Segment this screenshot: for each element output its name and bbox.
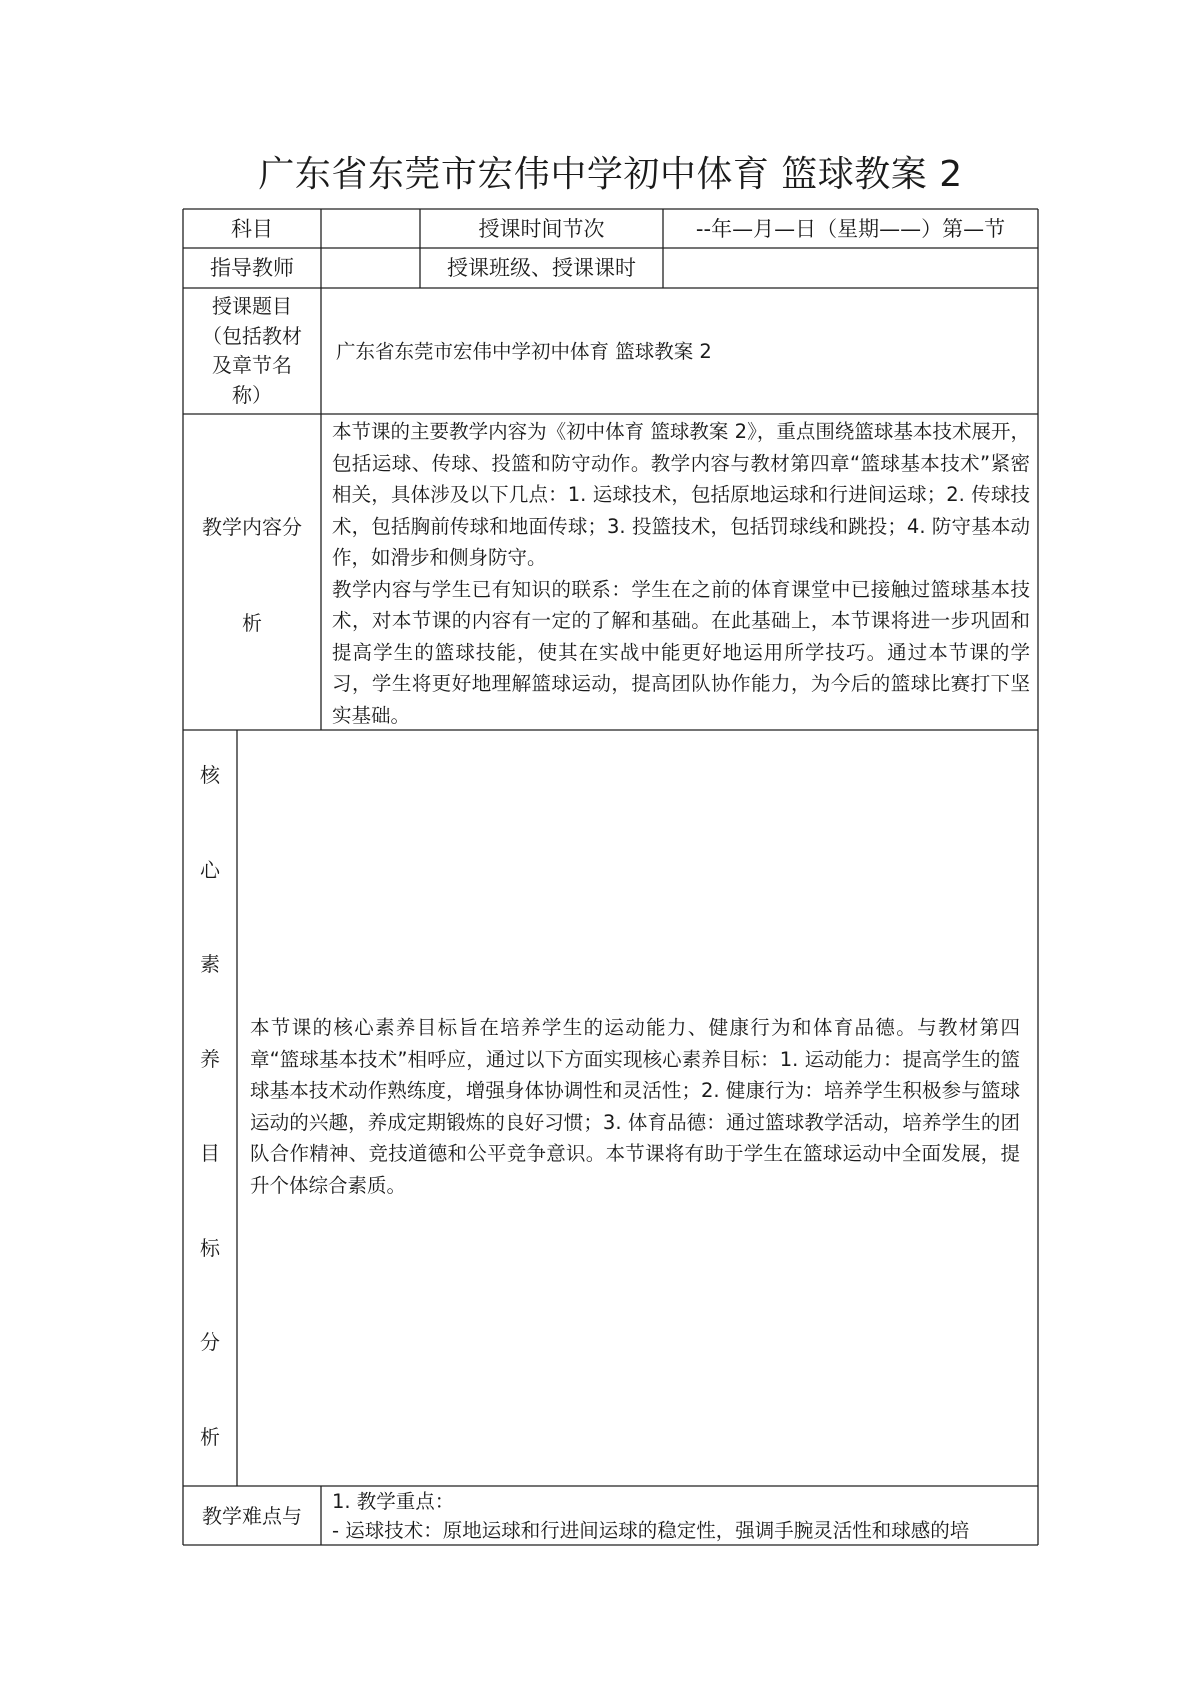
content-analysis-label-2: 析	[242, 611, 262, 635]
core-label-char: 素	[200, 952, 220, 976]
core-goals-text-cell	[250, 1012, 1020, 1201]
subject-value	[321, 209, 420, 248]
core-label-char: 目	[200, 1141, 220, 1165]
subject-label: 科目	[231, 216, 273, 241]
content-analysis-text	[332, 416, 1030, 731]
topic-label-line: （包括教材	[202, 323, 302, 348]
class-value	[663, 248, 1038, 288]
core-label-char: 分	[200, 1330, 220, 1354]
topic-label-line: 及章节名	[212, 353, 292, 377]
document-title: 广东省东莞市宏伟中学初中体育 篮球教案 2	[258, 154, 963, 195]
core-label-char: 核	[200, 763, 220, 787]
content-paragraph: 教学内容与学生已有知识的联系：学生在之前的体育课堂中已接触过篮球基本技术，对本节课的内容有一定的了解和基础。在此基础上，本节课将进一步巩固和提高学生的篮球技能，使其在实战中能更好地运用所学技巧。通过本节课的学习，学生将更好地理解篮球运动，提高团队协作能力，为今后的篮球比赛打下坚实基础。	[332, 577, 1030, 727]
teacher-label: 指导教师	[210, 256, 294, 280]
difficulty-text	[332, 1487, 1032, 1543]
class-label: 授课班级、授课课时	[447, 256, 636, 280]
core-goals-label	[185, 760, 235, 1516]
time-value: --年—月—日（星期——）第—节	[695, 216, 1006, 241]
topic-value: 广东省东莞市宏伟中学初中体育 篮球教案 2	[336, 340, 712, 363]
content-paragraph: 本节课的主要教学内容为《初中体育 篮球教案 2》，重点围绕篮球基本技术展开，包括运球、传球、投篮和防守动作。教学内容与教材第四章“篮球基本技术”紧密相关，具体涉及以下几点：1. 运球技术，包括原地运球和行进间运球；2. 传球技术，包括胸前传球和地面传球；3. 投篮技术，包括罚球线和跳投；4. 防守基本动作，如滑步和侧身防守。	[332, 420, 1030, 569]
core-label-char: 标	[200, 1235, 220, 1260]
difficulty-line: - 运球技术：原地运球和行进间运球的稳定性，强调手腕灵活性和球感的培	[332, 1519, 970, 1542]
core-goals-text: 本节课的核心素养目标旨在培养学生的运动能力、健康行为和体育品德。与教材第四章“篮球基本技术”相呼应，通过以下方面实现核心素养目标：1. 运动能力：提高学生的篮球基本技术动作熟练度，增强身体协调性和灵活性；2. 健康行为：培养学生积极参与篮球运动的兴趣，养成定期锻炼的良好习惯；3. 体育品德：通过篮球教学活动，培养学生的团队合作精神、竞技道德和公平竞争意识。本节课将有助于学生在篮球运动中全面发展，提升个体综合素质。	[250, 1016, 1020, 1197]
content-analysis-label-1: 教学内容分	[202, 515, 302, 539]
teacher-value	[321, 248, 420, 288]
core-label-char: 析	[200, 1424, 220, 1449]
topic-label-line: 授课题目	[212, 294, 292, 318]
core-label-char: 养	[200, 1046, 220, 1071]
topic-label-line: 称）	[232, 382, 272, 407]
topic-label	[183, 292, 321, 412]
difficulty-line: 1. 教学重点：	[332, 1490, 455, 1513]
difficulty-label: 教学难点与	[202, 1504, 302, 1528]
core-label-char: 心	[200, 857, 220, 882]
time-label: 授课时间节次	[478, 216, 605, 241]
